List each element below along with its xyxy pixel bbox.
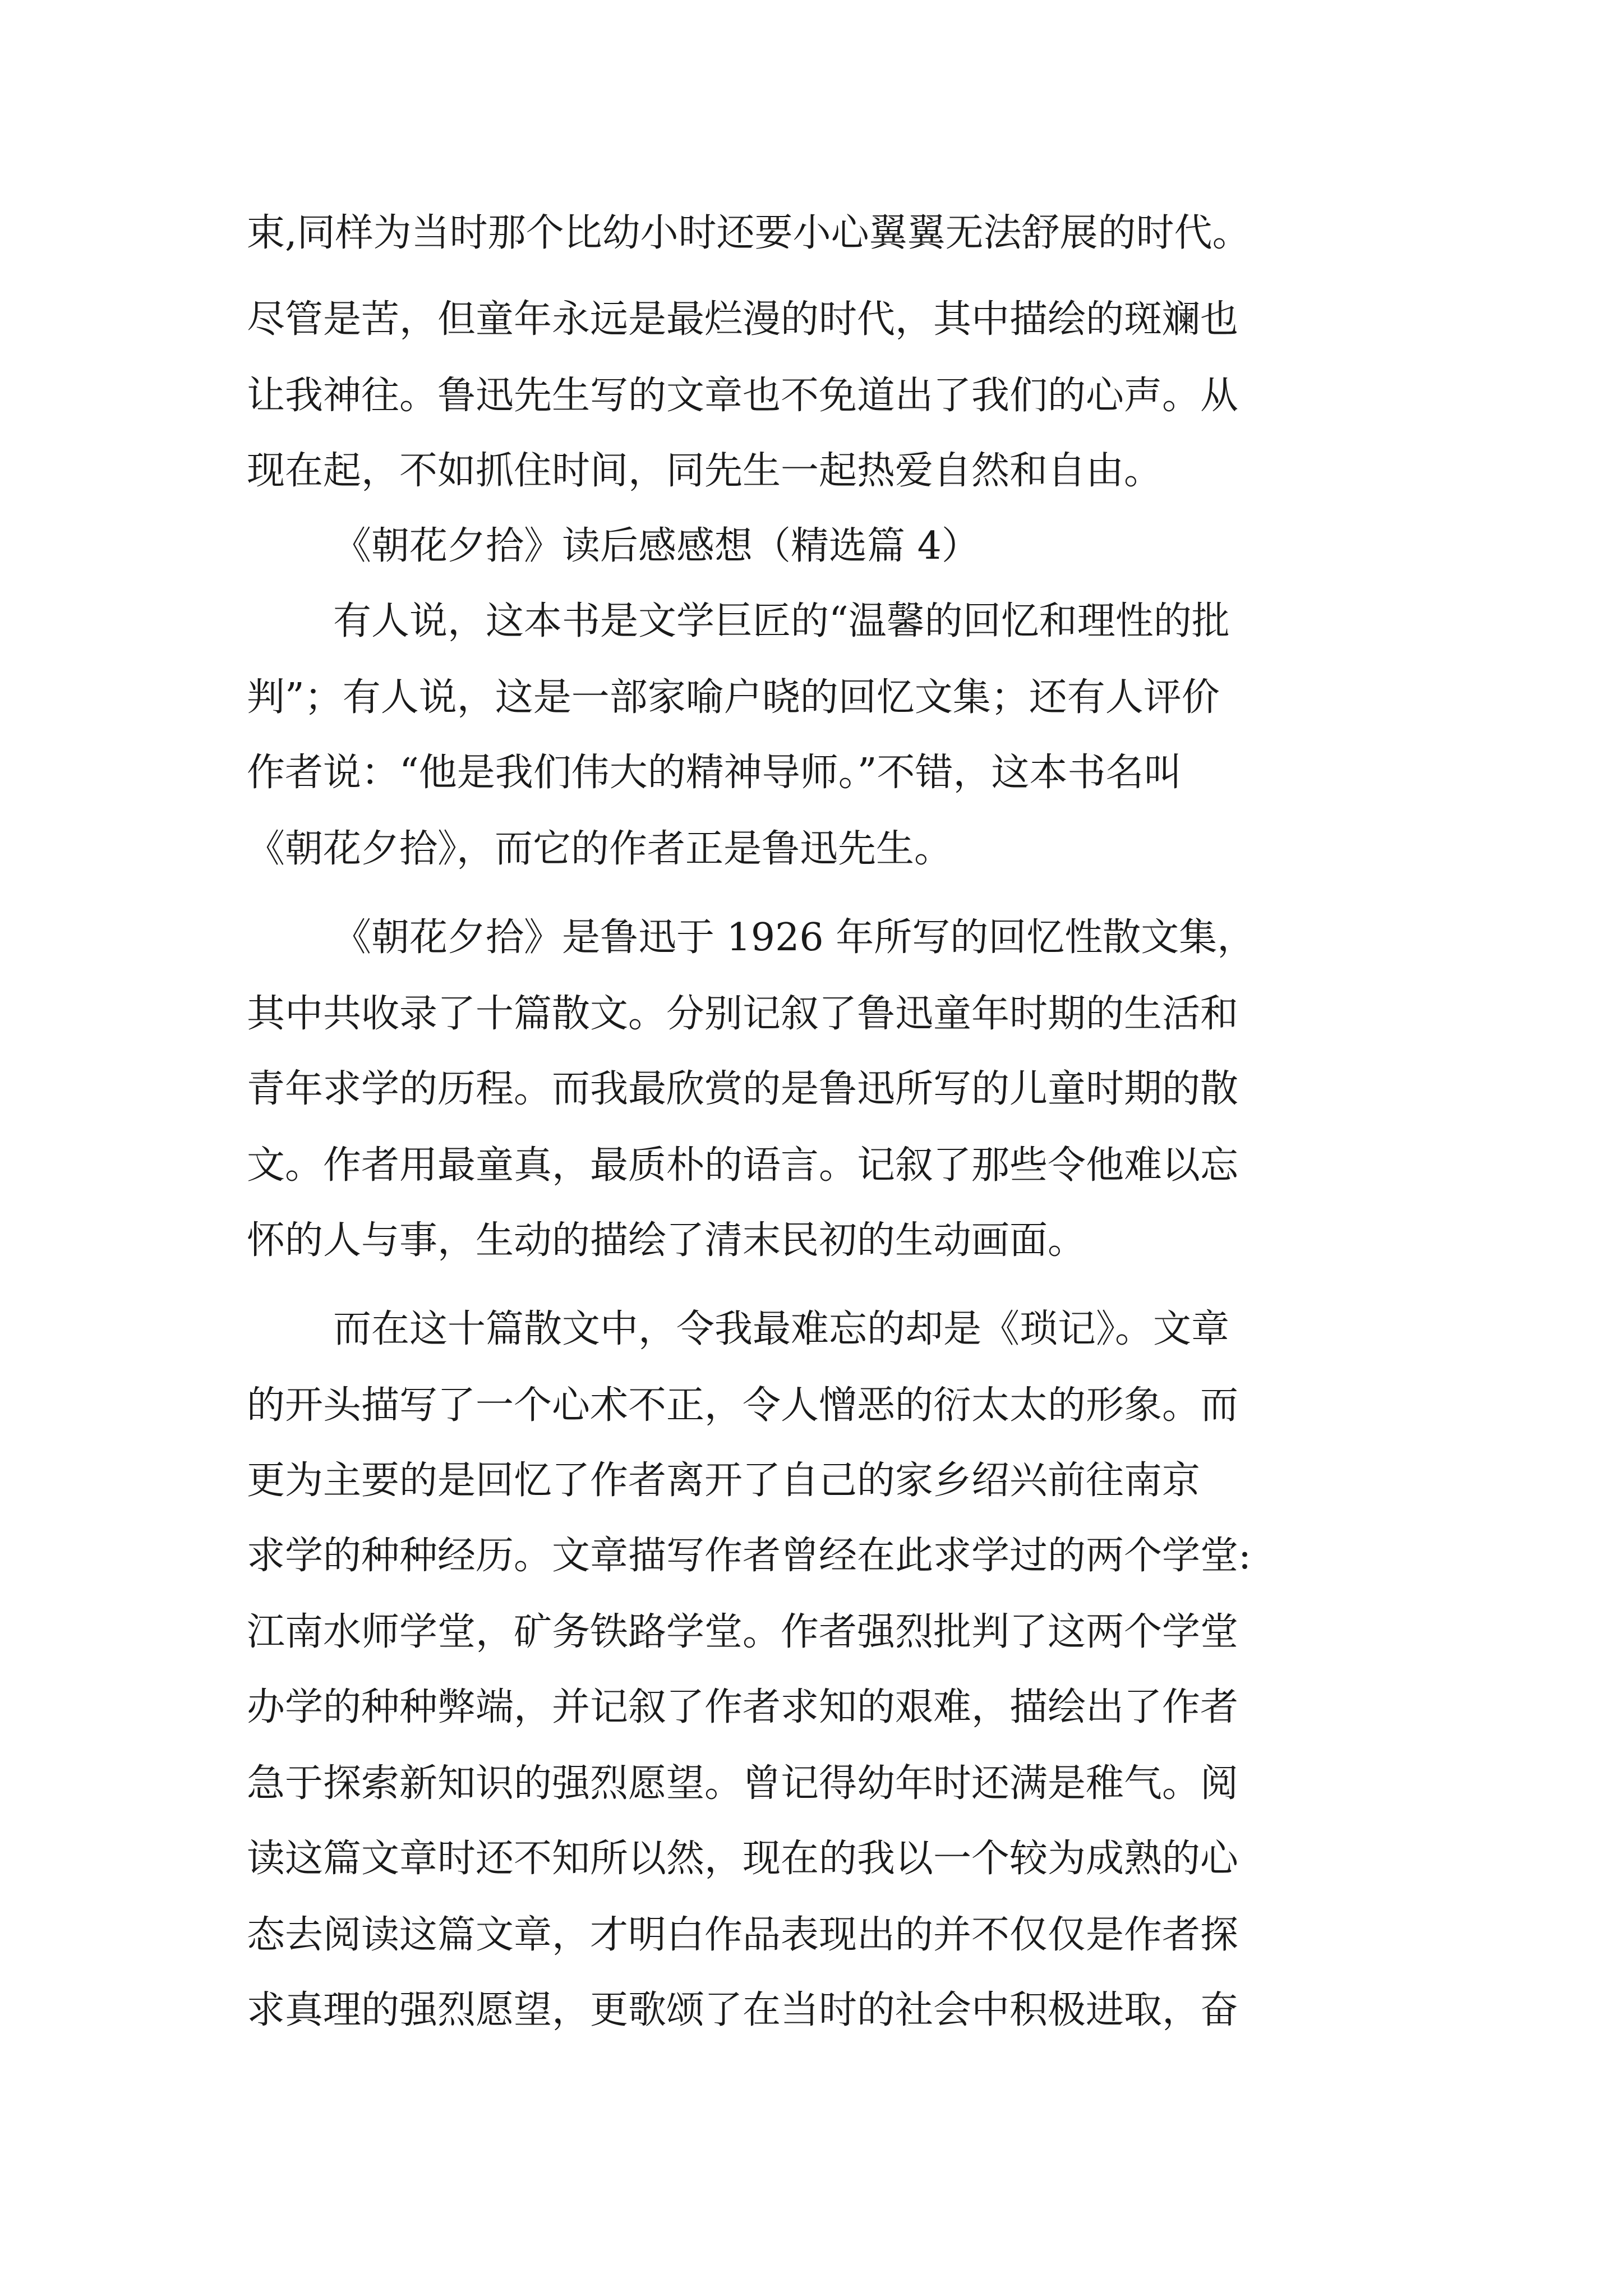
text-line: 作者说：“他是我们伟大的精神导师。”不错，这本书名叫 xyxy=(247,751,1182,795)
text-line: 急于探索新知识的强烈愿望。曾记得幼年时还满是稚气。阅 xyxy=(247,1761,1239,1806)
text-line: 办学的种种弊端，并记叙了作者求知的艰难，描绘出了作者 xyxy=(247,1685,1239,1729)
text-line: 态去阅读这篇文章，才明白作品表现出的并不仅仅是作者探 xyxy=(247,1913,1239,1957)
text-line: 的开头描写了一个心术不正，令人憎恶的衍太太的形象。而 xyxy=(247,1383,1239,1428)
text-line: 《朝花夕拾》，而它的作者正是鲁迅先生。 xyxy=(247,827,953,871)
text-line: 怀的人与事，生动的描绘了清末民初的生动画面。 xyxy=(247,1218,1086,1263)
text-line: 江南水师学堂，矿务铁路学堂。作者强烈批判了这两个学堂 xyxy=(247,1610,1239,1654)
text-line: 青年求学的历程。而我最欣赏的是鲁迅所写的儿童时期的散 xyxy=(247,1067,1239,1111)
text-line: 束,同样为当时那个比幼小时还要小心翼翼无法舒展的时代。 xyxy=(247,211,1251,255)
text-line: 现在起，不如抓住时间，同先生一起热爱自然和自由。 xyxy=(247,449,1163,493)
text-line: 读这篇文章时还不知所以然，现在的我以一个较为成熟的心 xyxy=(247,1837,1239,1881)
text-line: 更为主要的是回忆了作者离开了自己的家乡绍兴前往南京 xyxy=(247,1458,1201,1503)
text-line: 《朝花夕拾》是鲁迅于 1926 年所写的回忆性散文集， xyxy=(333,915,1256,960)
text-line: 求学的种种经历。文章描写作者曾经在此求学过的两个学堂: xyxy=(247,1534,1251,1578)
text-line: 判”；有人说，这是一部家喻户晓的回忆文集；还有人评价 xyxy=(247,675,1220,720)
section-heading: 《朝花夕拾》读后感感想（精选篇 4） xyxy=(333,524,980,568)
text-line: 让我神往。鲁迅先生写的文章也不免道出了我们的心声。从 xyxy=(247,374,1239,418)
text-line: 而在这十篇散文中，令我最难忘的却是《琐记》。文章 xyxy=(333,1307,1230,1351)
text-line: 求真理的强烈愿望，更歌颂了在当时的社会中积极进取，奋 xyxy=(247,1988,1239,2032)
text-line: 尽管是苦，但童年永远是最烂漫的时代，其中描绘的斑斓也 xyxy=(247,297,1239,342)
text-line: 文。作者用最童真，最质朴的语言。记叙了那些令他难以忘 xyxy=(247,1143,1239,1188)
text-line: 有人说，这本书是文学巨匠的“温馨的回忆和理性的批 xyxy=(333,599,1230,643)
text-line: 其中共收录了十篇散文。分别记叙了鲁迅童年时期的生活和 xyxy=(247,992,1239,1036)
